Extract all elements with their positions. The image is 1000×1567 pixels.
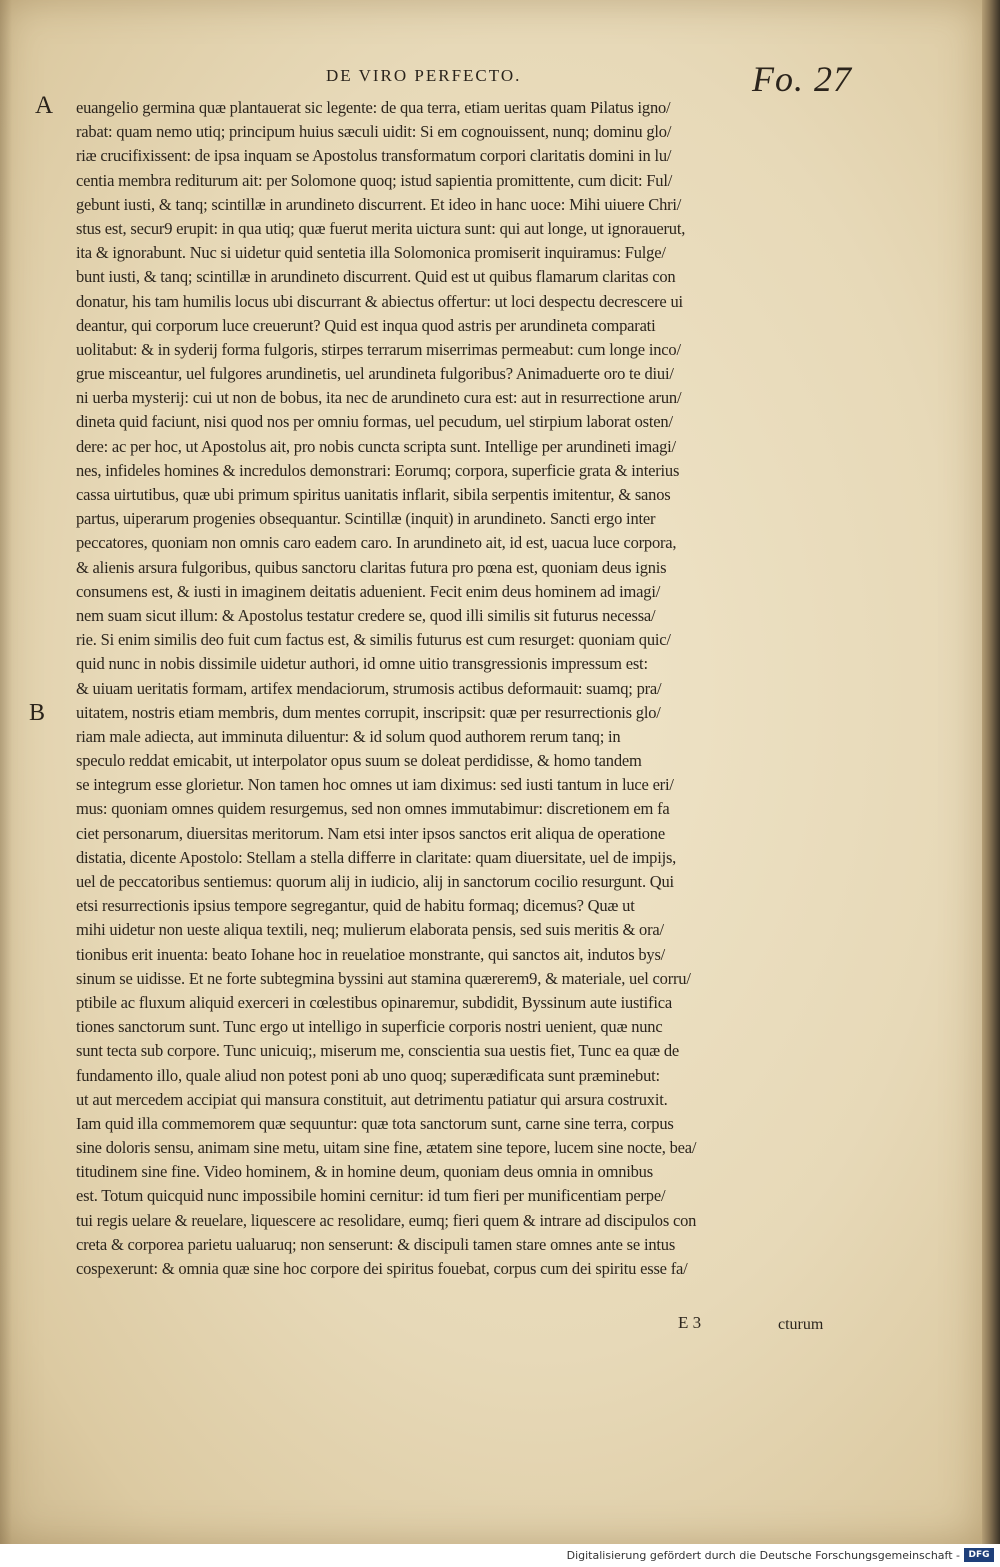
funding-credit: Digitalisierung gefördert durch die Deutsche Forschungsgemeinschaft - <box>566 1549 960 1562</box>
text-line: ni uerba mysterij: cui ut non de bobus, ita nec de arundineto cura est: aut in resurrectione arun/ <box>76 388 682 408</box>
text-line: cospexerunt: & omnia quæ sine hoc corpore dei spiritus fouebat, corpus cum dei spiritu esse fa/ <box>76 1259 688 1278</box>
text-line: & alienis arsura fulgoribus, quibus sanctoru claritas futura pro pœna est, quoniam deus ignis <box>76 557 667 577</box>
text-line: donatur, his tam humilis locus ubi discurrant & abiectus offertur: ut loci despectu decrescere ui <box>76 291 683 311</box>
text-line: nem suam sicut illum: & Apostolus testatur credere se, quod illi similis sit futurus necessa/ <box>76 605 656 625</box>
text-line: tiones sanctorum sunt. Tunc ergo ut intelligo in superficie corporis nostri uenient, quæ nunc <box>76 1017 663 1037</box>
text-line: tui regis uelare & reuelare, liquescere ac resolidare, eumq; fieri quem & intrare ad discipulos con <box>76 1210 697 1230</box>
catchword: cturum <box>778 1316 824 1333</box>
text-line: dere: ac per hoc, ut Apostolus ait, pro nobis cuncta scripta sunt. Intellige per arundineti imagi/ <box>76 436 676 456</box>
text-line: partus, uiperarum progenies obsequantur. Scintillæ (inquit) in arundineto. Sancti ergo inter <box>76 509 656 529</box>
text-line: deantur, qui corporum luce creuerunt? Quid est inqua quod astris per arundineta comparati <box>76 315 656 335</box>
text-line: uel de peccatoribus sentiemus: quorum alij in iudicio, alij in sanctorum cocilio resurgunt. Qui <box>76 872 674 891</box>
text-line: creta & corporea parietu ualuaruq; non senserunt: & discipuli tamen stare omnes ante se intus <box>76 1234 676 1254</box>
text-line: ciet personarum, diuersitas meritorum. Nam etsi inter ipsos sanctos erit aliqua de operatione <box>76 823 665 843</box>
text-line: stus est, secur9 erupit: in qua utiq; quæ fuerut merita uictura sunt: qui aut longe, ut ignorauerut, <box>76 218 686 238</box>
gutter-shadow <box>0 0 12 1544</box>
margin-marker-a: A <box>35 92 54 119</box>
text-line: dineta quid faciunt, nisi quod nos per omniu formas, uel pecudum, uel stirpium laborat osten/ <box>76 412 673 432</box>
text-line: gebunt iusti, & tanq; scintillæ in arundineto discurrent. Et ideo in hanc uoce: Mihi uiuere Chri/ <box>76 194 682 214</box>
text-line: grue misceantur, uel fulgores arundinetis, uel arundineta fulgoribus? Animaduerte oro te diui/ <box>76 364 674 384</box>
text-line: euangelio germina quæ plantauerat sic legente: de qua terra, etiam ueritas quam Pilatus igno/ <box>76 98 671 117</box>
text-line: uolitabut: & in syderij forma fulgoris, stirpes terrarum miserrimas permeabut: cum longe inco/ <box>76 339 681 359</box>
signature-mark: E 3 <box>678 1313 702 1332</box>
text-line: mus: quoniam omnes quidem resurgemus, sed non omnes immutabimur: discretionem em fa <box>76 799 670 819</box>
folio-number: Fo. 27 <box>752 59 852 99</box>
text-line: ita & ignorabunt. Nuc si uidetur quid sentetia illa Solomonica promiserit inquiramus: Fulge/ <box>76 243 666 263</box>
text-line: tionibus erit inuenta: beato Iohane hoc in reuelatioe monstrante, qui sanctos ait, indutos bys/ <box>76 944 666 964</box>
text-line: quid nunc in nobis dissimile uidetur authori, id omne uitio transgressionis impressum est: <box>76 654 648 674</box>
body-text <box>76 96 856 1281</box>
text-line: etsi resurrectionis ipsius tempore segregantur, quid de habitu formaq; dicemus? Quæ ut <box>76 896 635 916</box>
text-line: se integrum esse glorietur. Non tamen hoc omnes ut iam diximus: sed iusti tantum in luce eri/ <box>76 775 674 795</box>
text-line: rabat: quam nemo utiq; principum huius sæculi uidit: Si em cognouissent, nunq; dominu glo/ <box>76 122 672 142</box>
margin-marker-b: B <box>29 700 46 726</box>
text-line: bunt iusti, & tanq; scintillæ in arundineto discurrent. Quid est ut quibus flamarum claritas con <box>76 267 676 287</box>
dfg-logo: DFG <box>964 1548 994 1562</box>
text-line: nes, infideles homines & incredulos demonstrari: Eorumq; corpora, superficie grata & interius <box>76 460 680 480</box>
text-line: ptibile ac fluxum aliquid exerceri in cœlestibus opinaremur, subdidit, Byssinum aute iustifica <box>76 992 672 1012</box>
text-line: sunt tecta sub corpore. Tunc unicuiq;, miserum me, conscientia sua uestis fiet, Tunc ea quæ de <box>76 1041 680 1061</box>
text-line: rie. Si enim similis deo fuit cum factus est, & similis futurus est cum resurget: quoniam quic/ <box>76 630 671 650</box>
text-line: fundamento illo, quale aliud non potest poni ab uno quoq; superædificata sunt præminebut: <box>76 1065 660 1085</box>
text-line: riam male adiecta, aut imminuta diluentur: & id solum quod authorem rerum tanq; in <box>76 726 621 746</box>
text-line: ut aut mercedem accipiat qui mansura constituit, aut detrimentu patiatur qui arsura costruxit. <box>76 1089 668 1109</box>
text-line: riæ crucifixissent: de ipsa inquam se Apostolus transformatum corpori claritatis domini in lu/ <box>76 146 672 166</box>
text-line: peccatores, quoniam non omnis caro eadem caro. In arundineto ait, id est, uacua luce corpora, <box>76 533 677 553</box>
text-line: distatia, dicente Apostolo: Stellam a stella differre in claritate: quam diuersitate, uel de impijs, <box>76 847 677 867</box>
running-head: DE VIRO PERFECTO. <box>326 66 522 85</box>
text-line: uitatem, nostris etiam membris, dum mentes corrupit, inscripsit: quæ per resurrectionis glo/ <box>76 702 661 722</box>
text-line: sinum se uidisse. Et ne forte subtegmina byssini aut stamina quærerem9, & materiale, uel corru/ <box>76 968 691 988</box>
text-line: sine doloris sensu, animam sine metu, uitam sine fine, ætatem sine tepore, lucem sine nocte, bea/ <box>76 1138 697 1158</box>
text-line: titudinem sine fine. Video hominem, & in homine deum, quoniam deus omnia in omnibus <box>76 1162 653 1182</box>
text-line: centia membra rediturum ait: per Solomone quoq; istud sapientia promittente, cum dicit: Ful/ <box>76 170 673 190</box>
text-line: speculo reddat emicabit, ut interpolator opus suum se doleat perdidisse, & homo tandem <box>76 751 642 771</box>
text-line: Iam quid illa commemorem quæ sequuntur: quæ tota sanctorum sunt, carne sine terra, corpus <box>76 1113 674 1133</box>
text-line: est. Totum quicquid nunc impossibile homini cernitur: id tum fieri per munificentiam perpe/ <box>76 1186 666 1206</box>
text-line: consumens est, & iusti in imaginem deitatis aduenient. Fecit enim deus hominem ad imagi/ <box>76 581 661 601</box>
text-line: cassa uirtutibus, quæ ubi primum spiritus uanitatis inflarit, sibila serpentis imitentur, & sanos <box>76 485 671 504</box>
text-line: & uiuam ueritatis formam, artifex mendaciorum, strumosis actibus deformauit: suamq; pra/ <box>76 678 662 698</box>
text-line: mihi uidetur non ueste aliqua textili, neq; mulierum elaborata pensis, sed suis meritis & ora/ <box>76 920 664 940</box>
page-edge <box>982 0 1000 1544</box>
